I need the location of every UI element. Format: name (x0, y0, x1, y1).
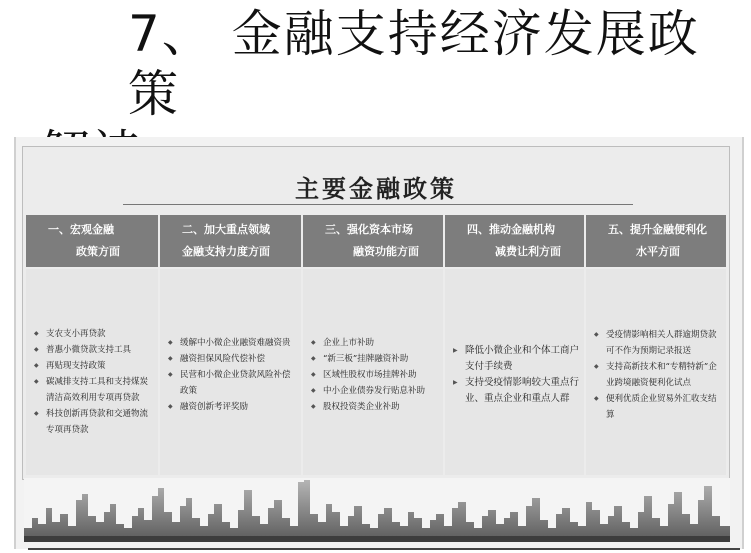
policy-item: ◆ 科技创新再贷款和交通物流专项再贷款 (34, 406, 154, 438)
column-header-line: 三、强化资本市场 (325, 223, 413, 236)
column-header-key-areas (160, 215, 301, 267)
policy-item: ▶ 降低小微企业和个体工商户支付手续费 (453, 343, 580, 375)
policy-item: ◆ 融资创新考评奖励 (168, 399, 297, 415)
policy-item: ◆ “新三板”挂牌融资补助 (311, 351, 439, 367)
slide-title-line1: 7、 金融支持经济发展政策 (128, 5, 700, 123)
policy-item: ◆ 企业上市补助 (311, 335, 439, 351)
policy-item: ◆ 受疫情影响相关人群逾期贷款可不作为预期记录报送 (594, 327, 722, 359)
policy-item: ◆ 区域性股权市场挂牌补助 (311, 367, 439, 383)
policy-item: ◆ 便利优质企业贸易外汇收支结算 (594, 391, 722, 423)
policy-item: ◆ 碳减排支持工具和支持煤炭清洁高效利用专项再贷款 (34, 374, 154, 406)
policy-item: ◆ 融资担保风险代偿补偿 (168, 351, 297, 367)
policy-item: ◆ 再贴现支持政策 (34, 358, 154, 374)
column-body-facilitation (586, 269, 726, 475)
policy-item: ◆ 股权投资类企业补助 (311, 399, 439, 415)
column-header-line: 一、宏观金融 (48, 223, 114, 236)
column-header-macro-policy (26, 215, 158, 267)
policy-item: ◆ 普惠小微贷款支持工具 (34, 342, 154, 358)
column-body-key-areas (160, 269, 301, 475)
policy-panel-title: 主要金融政策 (295, 174, 457, 203)
policy-item: ◆ 支农支小再贷款 (34, 326, 154, 342)
policy-item: ◆ 民营和小微企业贷款风险补偿政策 (168, 367, 297, 399)
policy-panel (22, 146, 730, 480)
policy-item: ◆ 支持高新技术和“专精特新”企业跨境融资便利化试点 (594, 359, 722, 391)
column-header-fee-reduction (445, 215, 584, 267)
column-header-capital-market (303, 215, 443, 267)
column-header-line: 金融支持力度方面 (182, 245, 270, 258)
column-body-fee-reduction (445, 269, 584, 475)
column-header-line: 政策方面 (76, 245, 120, 258)
column-body-capital-market (303, 269, 443, 475)
column-header-line: 五、提升金融便利化 (608, 223, 707, 236)
title-divider (123, 204, 633, 205)
column-body-macro-policy (26, 269, 158, 475)
policy-item: ◆ 缓解中小微企业融资难融资贵 (168, 335, 297, 351)
column-header-line: 二、加大重点领域 (182, 223, 270, 236)
column-header-line: 水平方面 (636, 245, 680, 258)
column-header-facilitation (586, 215, 726, 267)
bottom-divider (28, 548, 740, 550)
column-header-line: 减费让利方面 (495, 245, 561, 258)
policy-item: ◆ 中小企业债券发行贴息补助 (311, 383, 439, 399)
city-skyline-icon (24, 478, 730, 542)
column-header-line: 四、推动金融机构 (467, 223, 555, 236)
policy-item: ▶ 支持受疫情影响较大重点行业、重点企业和重点人群 (453, 375, 580, 407)
column-header-line: 融资功能方面 (353, 245, 419, 258)
